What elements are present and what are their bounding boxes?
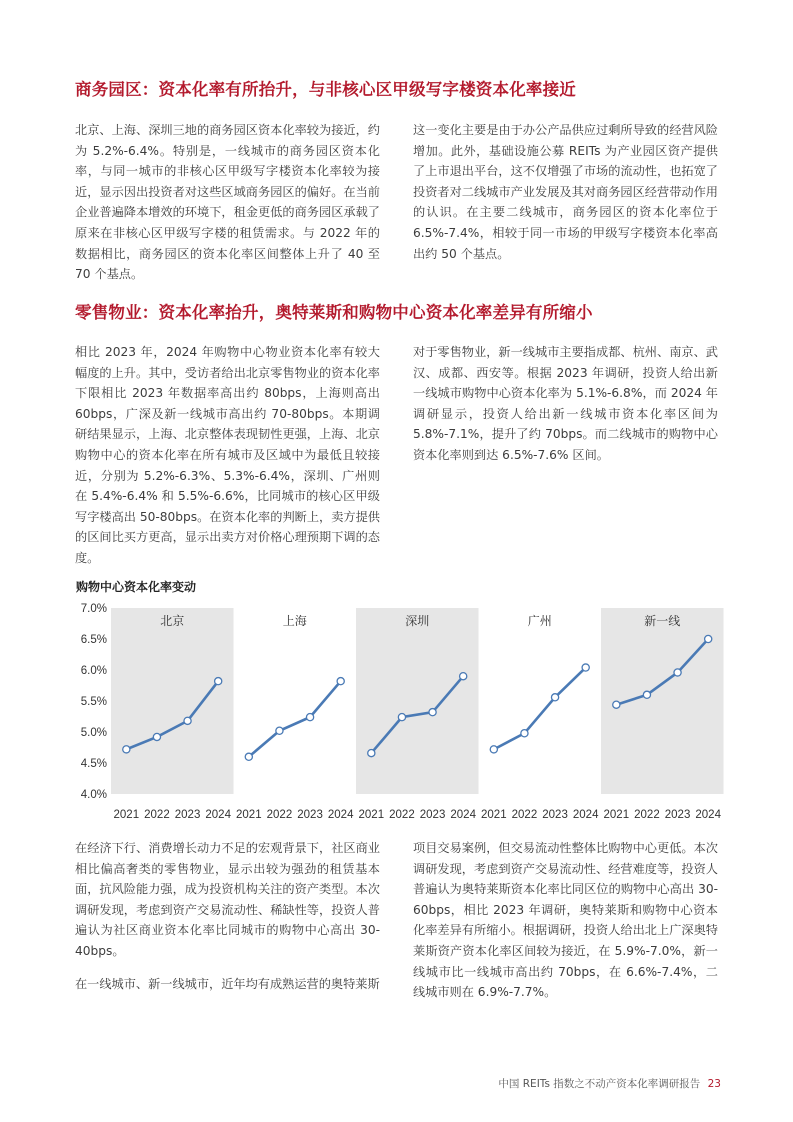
chart-title: 购物中心资本化率变动	[76, 580, 197, 594]
panel-label: 北京	[160, 614, 185, 628]
x-tick-label: 2023	[297, 809, 323, 821]
business-park-text-right	[413, 120, 718, 264]
data-point	[551, 694, 558, 701]
x-tick-label: 2021	[603, 809, 630, 821]
section-heading-business-park: 商务园区：资本化率有所抬升，与非核心区甲级写字楼资本化率接近	[75, 80, 576, 99]
x-tick-label: 2022	[266, 809, 293, 821]
paragraph: 相比 2023 年，2024 年购物中心物业资本化率有较大幅度的上升。其中，受访者给出北京零售物业的资本化率下限相比 2023 年数据率高出约 80bps，上海则高出 60bps，广深及新一线城市高出约 70-80bps。本期调研结果显示，上海、北京整体表现韧性更强，上海、北京购物中心的资本化率在所有城市及区域中为最低且较接近，分别为 5.2%-6.3%、5.3%-6.4%，深圳、广州则在 5.4%-6.4% 和 5.5%-6.6%，比同城市的核心区甲级写字楼高出 50-80bps。在资本化率的判断上，卖方提供的区间比买方更高，显示出卖方对价格心理预期下调的态度。	[75, 345, 380, 565]
data-point	[429, 709, 436, 716]
page-footer	[498, 1076, 721, 1091]
data-point	[613, 701, 620, 708]
paragraph: 这一变化主要是由于办公产品供应过剩所导致的经营风险增加。此外，基础设施公募 REITs 为产业园区资产提供了上市退出平台，这不仅增强了市场的流动性，也拓宽了投资者对二线城市产业发展及其对商务园区经营带动作用的认识。在主要二线城市，商务园区的资本化率位于 6.5%-7.4%，相较于同一市场的甲级写字楼资本化率高出约 50 个基点。	[413, 123, 718, 261]
section-heading-retail: 零售物业：资本化率抬升，奥特莱斯和购物中心资本化率差异有所缩小	[75, 303, 593, 322]
panel-label: 深圳	[405, 614, 430, 628]
panel-background	[356, 608, 479, 794]
data-point	[184, 717, 191, 724]
data-point	[276, 727, 283, 734]
series-line	[494, 668, 586, 750]
x-tick-label: 2024	[205, 809, 231, 821]
data-point	[123, 746, 130, 753]
x-tick-label: 2024	[572, 809, 599, 821]
y-tick-label: 4.0%	[80, 789, 107, 801]
x-tick-label: 2024	[450, 809, 476, 821]
data-point	[521, 730, 528, 737]
x-tick-label: 2021	[113, 809, 140, 821]
data-point	[674, 669, 681, 676]
x-tick-label: 2023	[542, 809, 568, 821]
retail-text-right	[413, 342, 718, 466]
page-number: 23	[707, 1078, 721, 1090]
x-tick-label: 2021	[358, 809, 385, 821]
y-tick-label: 5.5%	[80, 696, 107, 708]
x-tick-label: 2022	[389, 809, 415, 821]
panel-background	[111, 608, 234, 794]
y-tick-label: 5.0%	[80, 727, 107, 739]
community-retail-text-left	[75, 838, 380, 994]
x-tick-label: 2022	[634, 809, 660, 821]
x-tick-label: 2023	[664, 809, 691, 821]
x-tick-label: 2022	[511, 809, 538, 821]
footer-report-title: 中国 REITs 指数之不动产资本化率调研报告	[498, 1078, 701, 1090]
panel-label: 上海	[282, 614, 307, 628]
data-point	[337, 678, 344, 685]
data-point	[153, 733, 160, 740]
paragraph: 在经济下行、消费增长动力不足的宏观背景下，社区商业相比偏高奢类的零售物业，显示出较为强劲的租赁基本面，抗风险能力强，成为投资机构关注的资产类型。本次调研发现，考虑到资产交易流动性、稀缺性等，投资人普遍认为社区商业资本化率比同城市的购物中心高出 30-40bps。	[75, 841, 380, 958]
data-point	[705, 635, 712, 642]
panel-label: 广州	[527, 614, 552, 628]
cap-rate-chart	[70, 600, 730, 830]
data-point	[460, 673, 467, 680]
business-park-text-left	[75, 120, 380, 285]
x-tick-label: 2024	[327, 809, 354, 821]
data-point	[490, 746, 497, 753]
y-tick-label: 6.5%	[80, 634, 107, 646]
data-point	[215, 678, 222, 685]
panel-background	[601, 608, 724, 794]
x-tick-label: 2021	[481, 809, 507, 821]
data-point	[306, 714, 313, 721]
y-tick-label: 7.0%	[80, 603, 107, 615]
panel-label: 新一线	[644, 614, 681, 628]
x-tick-label: 2024	[695, 809, 721, 821]
retail-text-left	[75, 342, 380, 569]
paragraph: 项目交易案例，但交易流动性整体比购物中心更低。本次调研发现，考虑到资产交易流动性、经营难度等，投资人普遍认为奥特莱斯资本化率比同区位的购物中心高出 30-60bps，相比 2023 年调研，奥特莱斯和购物中心资本化率差异有所缩小。根据调研，投资人给出北上广深奥特莱斯资产资本化率区间较为接近，在 5.9%-7.0%，新一线城市比一线城市高出约 70bps，在 6.6%-7.4%，二线城市则在 6.9%-7.7%。	[413, 841, 718, 1000]
data-point	[582, 664, 589, 671]
y-tick-label: 6.0%	[80, 665, 107, 677]
paragraph: 对于零售物业，新一线城市主要指成都、杭州、南京、武汉、成都、西安等。根据 2023 年调研，投资人给出新一线城市购物中心资本化率为 5.1%-6.8%，而 2024 年调研显示，投资人给出新一线城市资本化率区间为 5.8%-7.1%，提升了约 70bps。而二线城市的购物中心资本化率则到达 6.5%-7.6% 区间。	[413, 345, 718, 462]
x-tick-label: 2022	[144, 809, 170, 821]
data-point	[643, 691, 650, 698]
paragraph: 北京、上海、深圳三地的商务园区资本化率较为接近，约为 5.2%-6.4%。特别是，一线城市的商务园区资本化率，与同一城市的非核心区甲级写字楼资本化率较为接近，显示因出投资者对这些区域商务园区的偏好。在当前企业普遍降本增效的环境下，租金更低的商务园区承载了原来在非核心区甲级写字楼的租赁需求。与 2022 年的数据相比，商务园区的资本化率区间整体上升了 40 至 70 个基点。	[75, 123, 380, 282]
data-point	[368, 749, 375, 756]
x-tick-label: 2023	[174, 809, 201, 821]
data-point	[245, 753, 252, 760]
data-point	[398, 714, 405, 721]
y-tick-label: 4.5%	[80, 758, 107, 770]
x-tick-label: 2023	[419, 809, 446, 821]
series-line	[249, 681, 341, 757]
x-tick-label: 2021	[236, 809, 262, 821]
outlet-text-right	[413, 838, 718, 1003]
paragraph: 在一线城市、新一线城市，近年均有成熟运营的奥特莱斯	[75, 976, 380, 991]
